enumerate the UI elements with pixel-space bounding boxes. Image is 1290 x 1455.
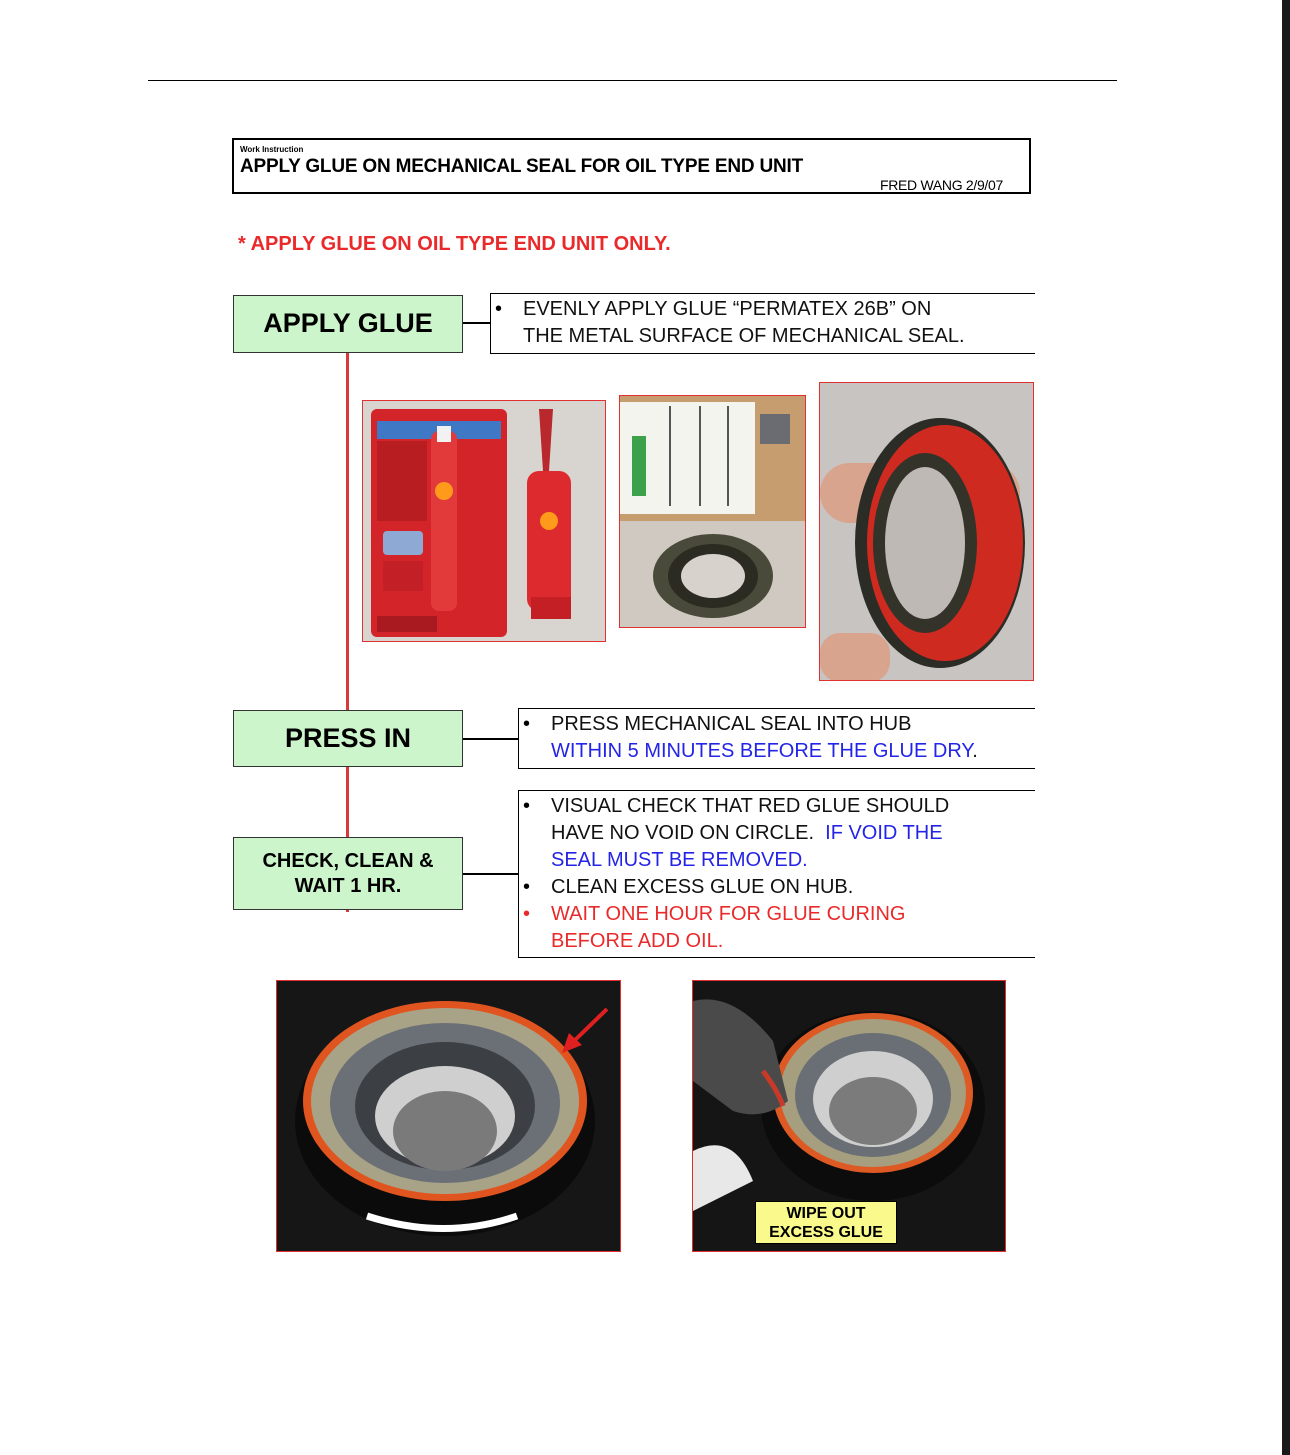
step-1-line-1: EVENLY APPLY GLUE “PERMATEX 26B” ON bbox=[523, 298, 932, 320]
photo-permatex-glue bbox=[362, 400, 606, 642]
warning-note: * APPLY GLUE ON OIL TYPE END UNIT ONLY. bbox=[238, 233, 671, 255]
step-press-in bbox=[233, 710, 463, 767]
step-3-b1-line-1: VISUAL CHECK THAT RED GLUE SHOULD bbox=[551, 795, 950, 817]
header-small-label: Work Instruction bbox=[240, 145, 304, 154]
step-3-bullet-1 bbox=[521, 793, 1035, 874]
right-edge-bar bbox=[1282, 0, 1290, 1455]
step-apply-glue-label: APPLY GLUE bbox=[263, 308, 433, 339]
flow-line bbox=[346, 352, 349, 912]
step-1-connector bbox=[463, 322, 491, 324]
step-3-label-line-2: WAIT 1 HR. bbox=[294, 874, 402, 897]
callout-line-2: EXCESS GLUE bbox=[769, 1224, 883, 1241]
step-1-bullet bbox=[493, 296, 1035, 350]
step-3-label-line-1: CHECK, CLEAN & bbox=[262, 849, 434, 872]
step-2-line-2-end: . bbox=[972, 740, 978, 762]
work-instruction-header bbox=[232, 138, 1031, 194]
step-3-b3-line-1: WAIT ONE HOUR FOR GLUE CURING bbox=[551, 903, 906, 925]
step-2-description bbox=[518, 708, 1035, 769]
wipe-out-callout bbox=[755, 1201, 897, 1244]
step-3-b1-line-3: SEAL MUST BE REMOVED. bbox=[551, 849, 808, 871]
step-3-description bbox=[518, 790, 1035, 958]
photo-seal-installed bbox=[276, 980, 621, 1252]
step-1-line-2: THE METAL SURFACE OF MECHANICAL SEAL. bbox=[523, 325, 965, 347]
step-apply-glue bbox=[233, 295, 463, 353]
header-author-date: FRED WANG 2/9/07 bbox=[879, 177, 1003, 193]
step-3-connector bbox=[463, 873, 519, 875]
photo-seal-in-hand bbox=[819, 382, 1034, 681]
step-3-b3-line-2: BEFORE ADD OIL. bbox=[551, 930, 724, 952]
step-3-bullet-3 bbox=[521, 901, 1035, 955]
callout-line-1: WIPE OUT bbox=[786, 1205, 866, 1222]
step-1-description bbox=[490, 293, 1035, 354]
step-2-bullet bbox=[521, 711, 1035, 765]
step-2-connector bbox=[463, 738, 519, 740]
step-2-line-1: PRESS MECHANICAL SEAL INTO HUB bbox=[551, 713, 912, 735]
top-rule bbox=[148, 80, 1117, 81]
step-3-b2-text: CLEAN EXCESS GLUE ON HUB. bbox=[551, 876, 854, 898]
step-check-clean-wait bbox=[233, 837, 463, 910]
header-title: APPLY GLUE ON MECHANICAL SEAL FOR OIL TYPE END UNIT bbox=[240, 156, 804, 177]
photo-nok-seal-box bbox=[619, 395, 806, 628]
step-press-in-label: PRESS IN bbox=[284, 722, 412, 753]
step-3-bullet-2 bbox=[521, 874, 1035, 901]
step-3-b1-line-2-note: IF VOID THE bbox=[825, 822, 943, 844]
step-2-line-2: WITHIN 5 MINUTES BEFORE THE GLUE DRY bbox=[551, 740, 973, 762]
step-3-b1-line-2: HAVE NO VOID ON CIRCLE. bbox=[551, 822, 815, 844]
